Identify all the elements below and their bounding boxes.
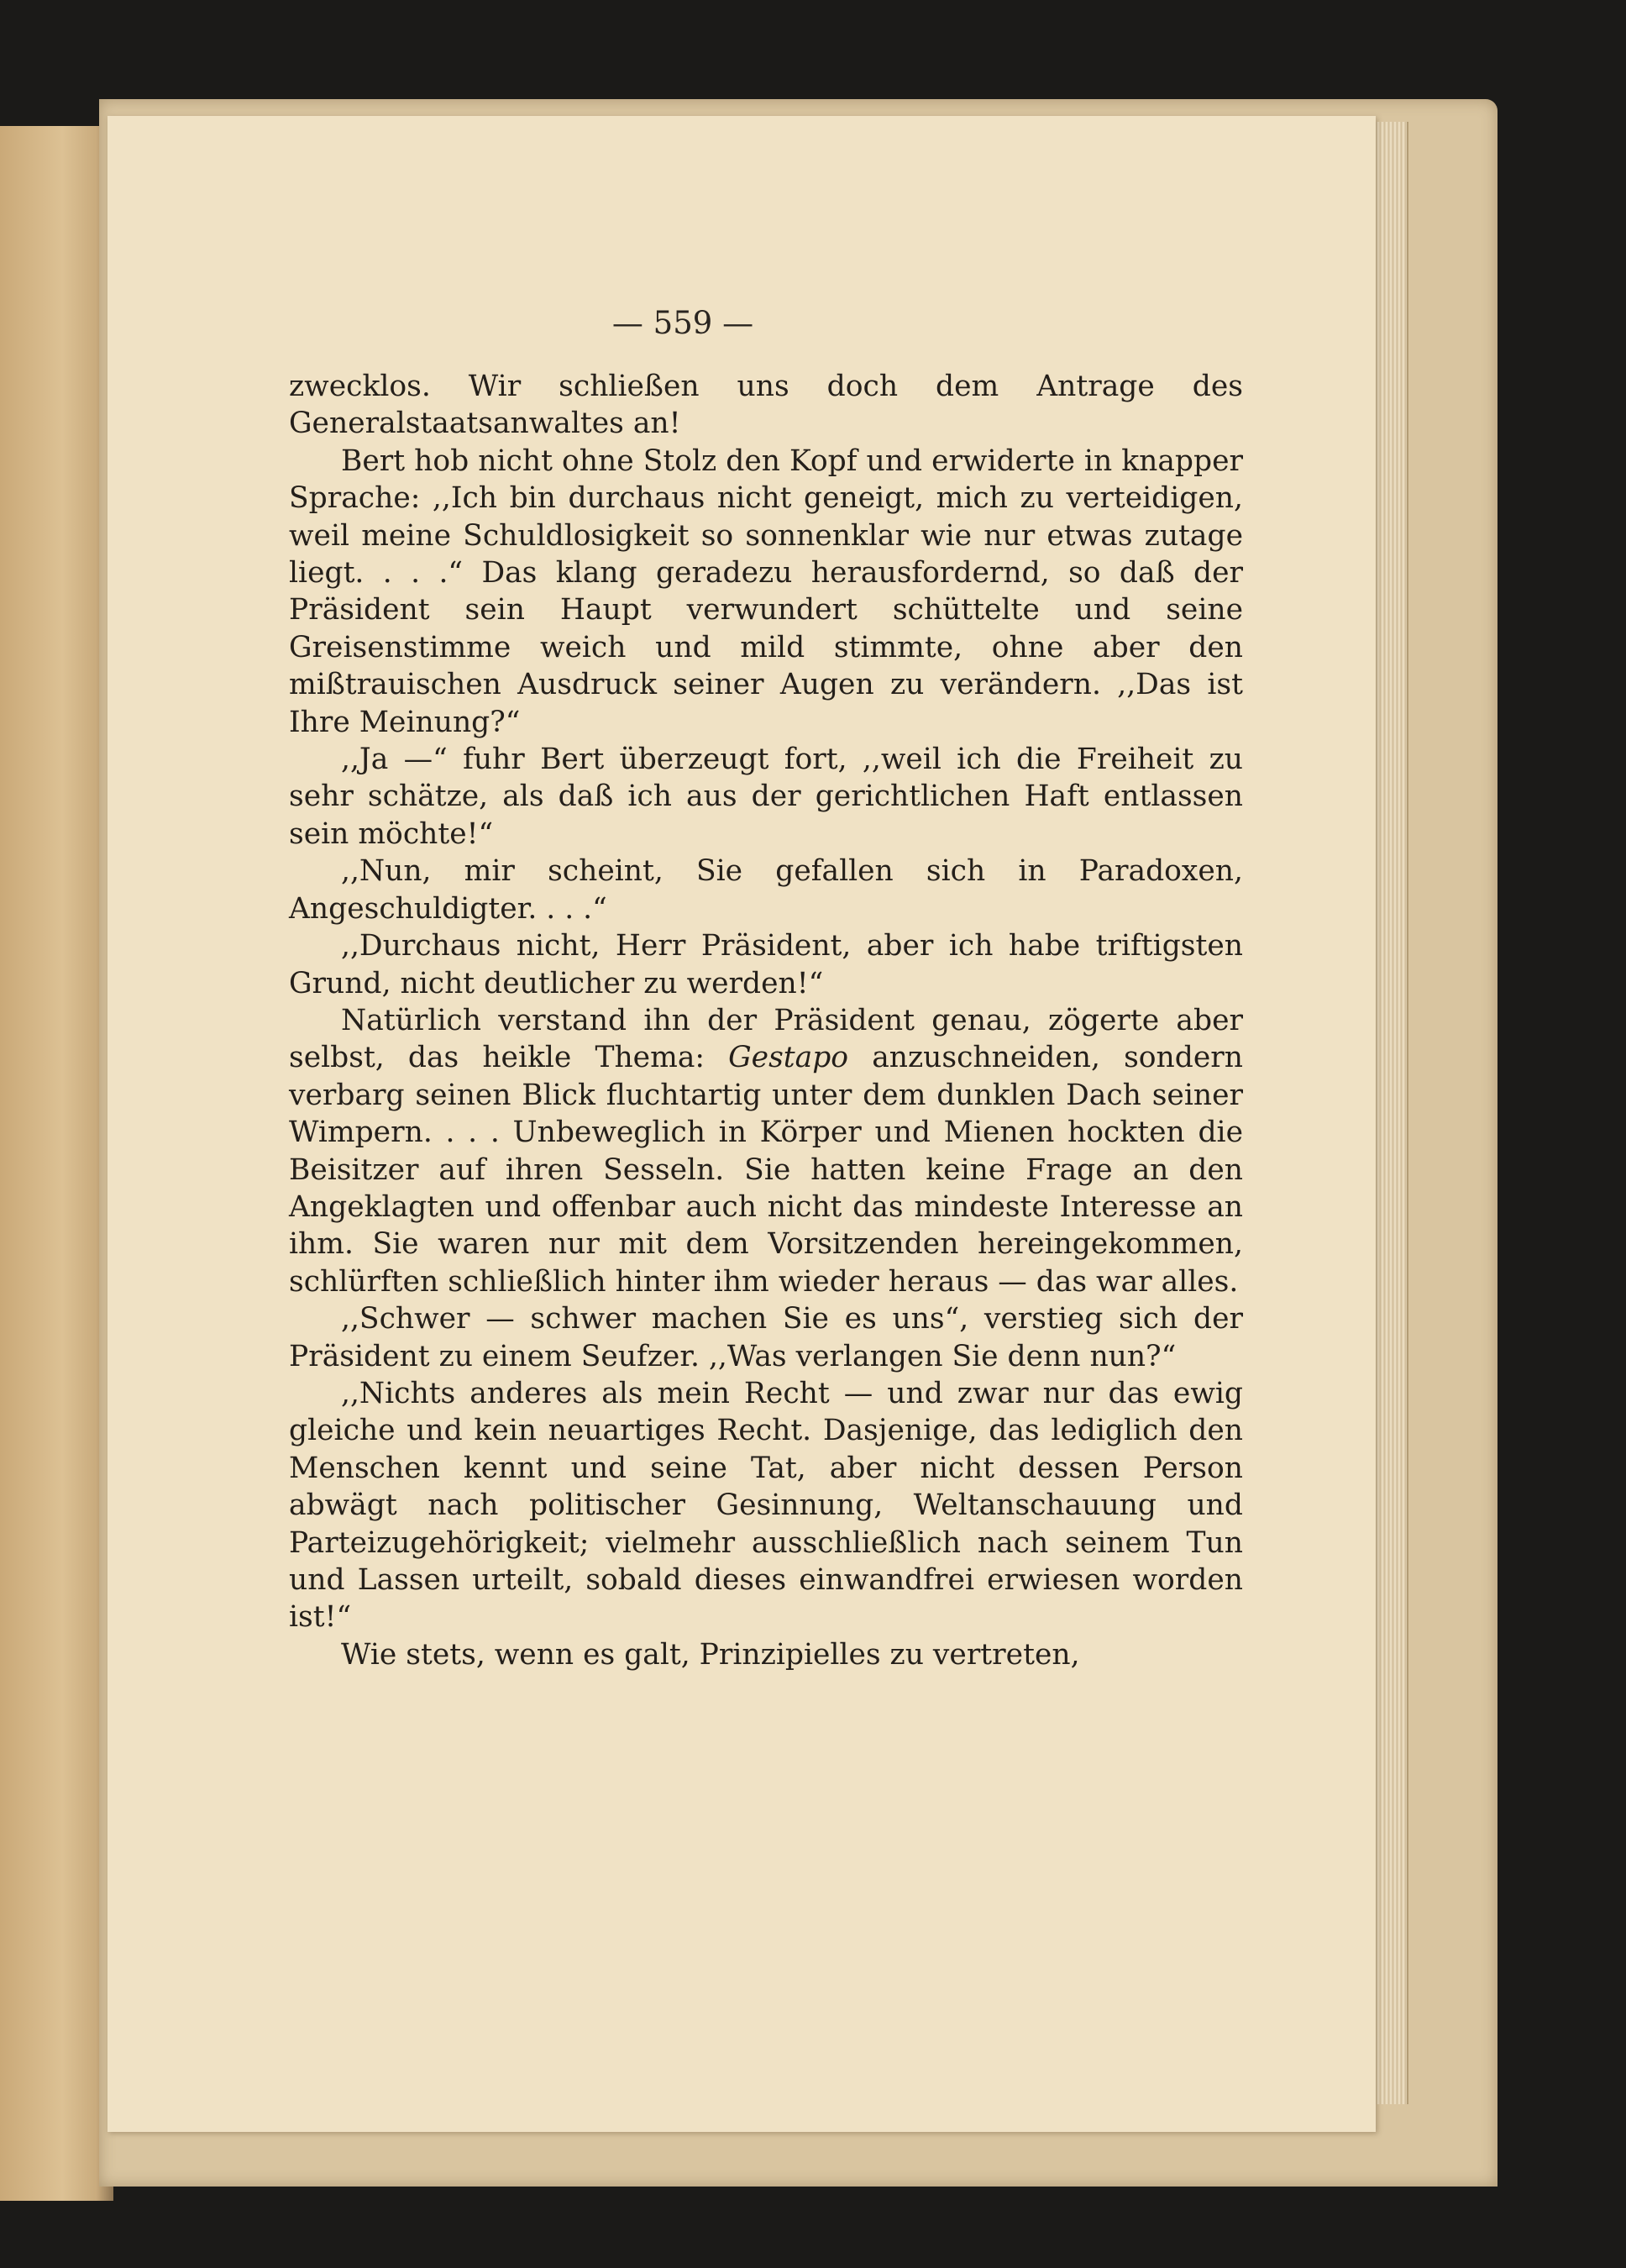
paragraph-text: Bert hob nicht ohne Stolz den Kopf und erwiderte in knapper Sprache: ,,Ich bin durchaus nicht geneigt, mich zu verteidigen, weil meine Schuldlosigkeit so sonnenklar wie nur etwas zutage liegt. . . .“ Das klang geradezu herausfordernd, so daß der Präsident sein Haupt verwundert schüttelte und seine Greisenstimme weich und mild stimmte, ohne aber den mißtrauischen Ausdruck seiner Augen zu verändern. ,,Das ist Ihre Meinung?“ <box>289 444 1243 739</box>
body-text <box>289 368 1243 1673</box>
paragraph <box>289 443 1243 741</box>
paragraph <box>289 927 1243 1002</box>
italic-term: Gestapo <box>728 1041 849 1075</box>
paragraph <box>289 853 1243 927</box>
page-number: — 559 — <box>611 305 754 341</box>
paragraph-text: ,,Nun, mir scheint, Sie gefallen sich in Paradoxen, Angeschuldigter. . . .“ <box>289 854 1243 926</box>
paragraph <box>289 1375 1243 1636</box>
paragraph-text: ,,Schwer — schwer machen Sie es uns“, verstieg sich der Präsident zu einem Seufzer. ,,Was verlangen Sie denn nun?“ <box>289 1302 1243 1373</box>
paragraph <box>289 1636 1243 1673</box>
paragraph-text: ,,Ja —“ fuhr Bert überzeugt fort, ,,weil ich die Freiheit zu sehr schätze, als daß ich aus der gerichtlichen Haft entlassen sein möchte!“ <box>289 743 1243 851</box>
paragraph <box>289 1300 1243 1375</box>
paragraph-text: zwecklos. Wir schließen uns doch dem Antrage des Generalstaatsanwaltes an! <box>289 370 1243 441</box>
book-page <box>108 116 1376 2132</box>
paragraph <box>289 741 1243 853</box>
paragraph-text: anzuschneiden, sondern verbarg seinen Blick fluchtartig unter dem dunklen Dach seiner Wimpern. . . . Unbeweglich in Körper und Mienen hockten die Beisitzer auf ihren Sesseln. Sie hatten keine Frage an den Angeklagten und offenbar auch nicht das mindeste Interesse an ihm. Sie waren nur mit dem Vorsitzenden hereingekommen, schlürften schließlich hinter ihm wieder heraus — das war alles. <box>289 1041 1243 1299</box>
paragraph-text: Natürlich verstand ihn der Präsident genau, zögerte aber selbst, das heikle Thema: <box>289 1003 1243 1075</box>
left-page-edge <box>0 126 113 2201</box>
paragraph <box>289 368 1243 443</box>
paragraph-text: ,,Nichts anderes als mein Recht — und zwar nur das ewig gleiche und kein neuartiges Recht. Dasjenige, das lediglich den Menschen kennt und seine Tat, aber nicht dessen Person abwägt nach politischer Gesinnung, Weltanschauung und Parteizugehörigkeit; vielmehr ausschließlich nach seinem Tun und Lassen urteilt, sobald dieses einwandfrei erwiesen worden ist!“ <box>289 1376 1243 1635</box>
paragraph-text: Wie stets, wenn es galt, Prinzipielles zu vertreten, <box>341 1637 1080 1672</box>
paragraph-text: ,,Durchaus nicht, Herr Präsident, aber ich habe triftigsten Grund, nicht deutlicher zu werden!“ <box>289 929 1243 1000</box>
paragraph <box>289 1002 1243 1300</box>
